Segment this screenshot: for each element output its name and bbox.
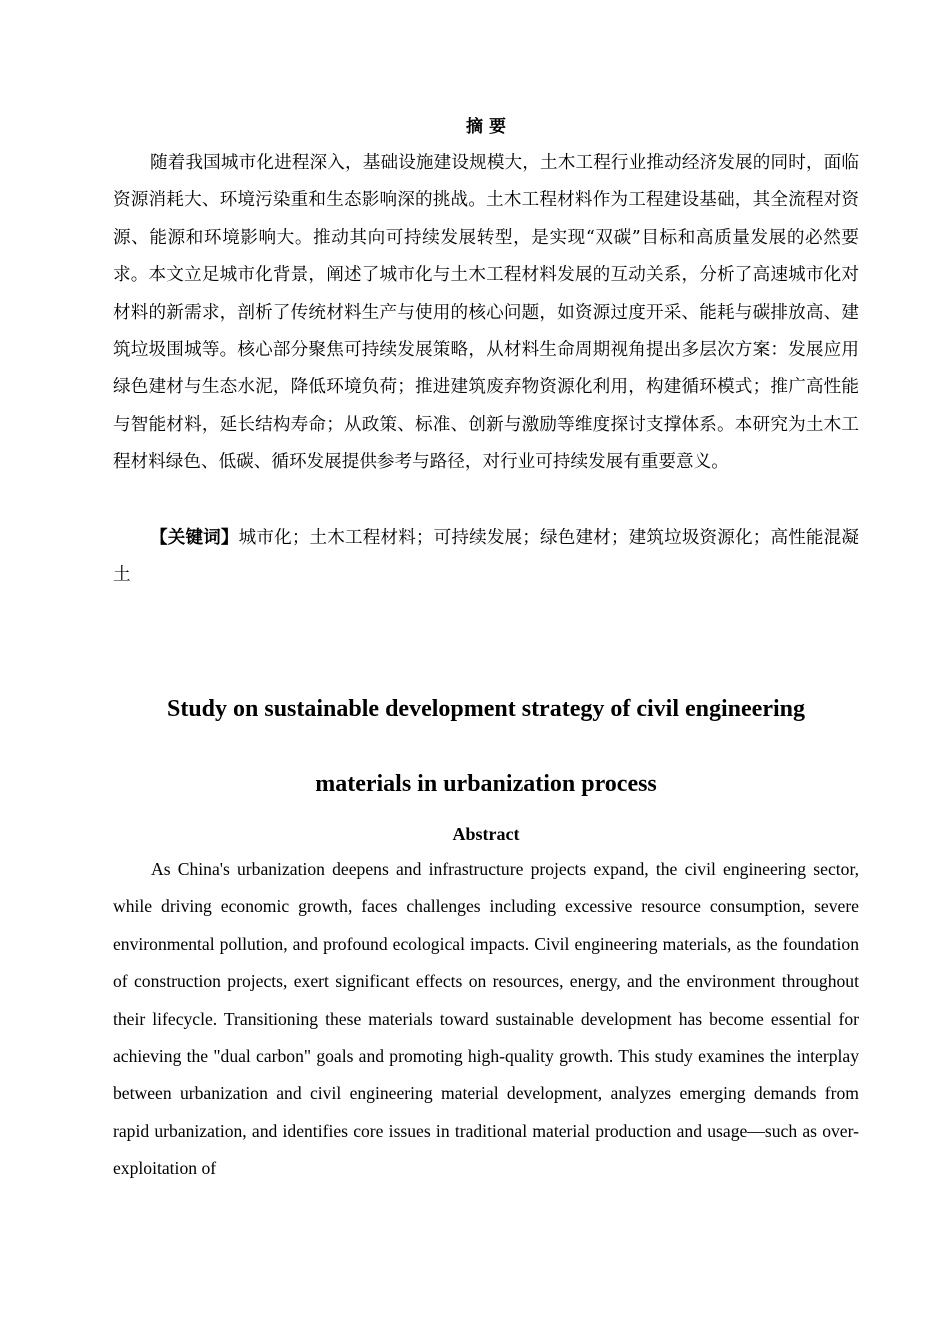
english-title-line-2: materials in urbanization process <box>315 771 657 797</box>
chinese-abstract-body: 随着我国城市化进程深入，基础设施建设规模大，土木工程行业推动经济发展的同时，面临资源消耗大、环境污染重和生态影响深的挑战。土木工程材料作为工程建设基础，其全流程对资源、能源和环境影响大。推动其向可持续发展转型，是实现“双碳”目标和高质量发展的必然要求。本文立足城市化背景，阐述了城市化与土木工程材料发展的互动关系，分析了高速城市化对材料的新需求，剖析了传统材料生产与使用的核心问题，如资源过度开采、能耗与碳排放高、建筑垃圾围城等。核心部分聚焦可持续发展策略，从材料生命周期视角提出多层次方案：发展应用绿色建材与生态水泥，降低环境负荷；推进建筑废弃物资源化利用，构建循环模式；推广高性能与智能材料，延长结构寿命；从政策、标准、创新与激励等维度探讨支撑体系。本研究为土木工程材料绿色、低碳、循环发展提供参考与路径，对行业可持续发展有重要意义。 <box>113 153 859 473</box>
english-title-line-1: Study on sustainable development strategy of civil engineering <box>166 696 805 722</box>
keywords-label: 【关键词】 <box>150 527 239 548</box>
english-title <box>113 672 859 822</box>
chinese-abstract-title: 摘要 <box>466 117 512 137</box>
chinese-keywords <box>113 519 859 595</box>
english-abstract-heading: Abstract <box>452 824 520 844</box>
keywords-text: 城市化；土木工程材料；可持续发展；绿色建材；建筑垃圾资源化；高性能混凝土 <box>113 528 859 586</box>
english-abstract-body: As China's urbanization deepens and infrastructure projects expand, the civil engineering sector, while driving economic growth, faces challenges including excessive resource consumption, severe environmental pollution, and profound ecological impacts. Civil engineering materials, as the foundation of construction projects, exert significant effects on resources, energy, and the environment throughout their lifecycle. Transitioning these materials toward sustainable development has become essential for achieving the "dual carbon" goals and promoting high-quality growth. This study examines the interplay between urbanization and civil engineering material development, analyzes emerging demands from rapid urbanization, and identifies core issues in traditional material production and usage—such as over-exploitation of <box>113 859 859 1179</box>
